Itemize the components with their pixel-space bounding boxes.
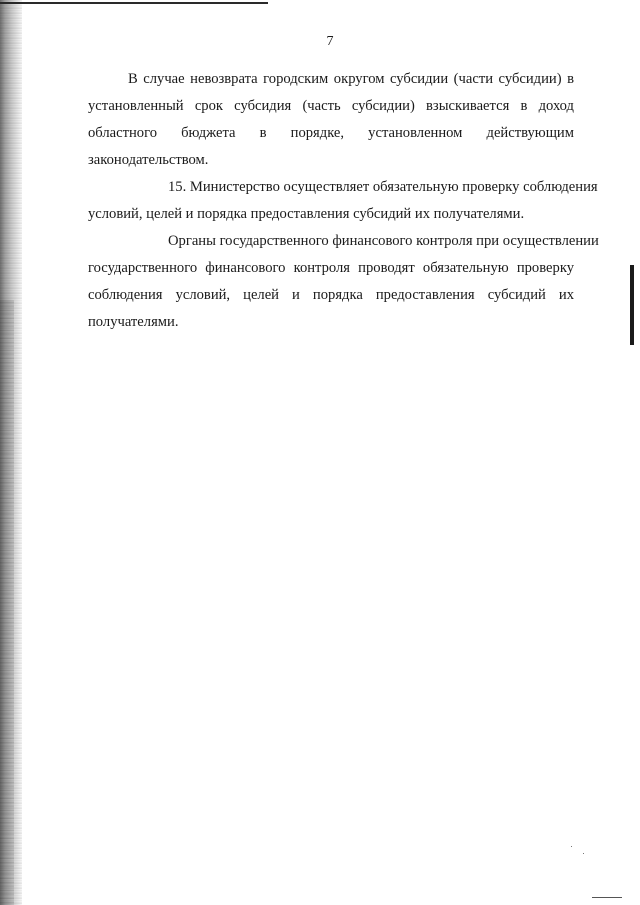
text-line (88, 282, 574, 309)
line-text: законодательством. (88, 152, 209, 168)
paragraph-15-verification (88, 174, 598, 228)
text-line (88, 66, 574, 93)
scan-mark-bottom (592, 897, 622, 898)
page-number: 7 (326, 34, 334, 49)
paragraph-control-bodies (88, 228, 599, 336)
text-line-justified (88, 120, 574, 147)
text-line (88, 309, 574, 336)
text-line (88, 147, 574, 174)
scan-noise-left (0, 300, 14, 905)
word: областного (88, 125, 157, 141)
line-text: Органы государственного финансового контроля при осуществлении (168, 233, 599, 249)
text-line (88, 201, 574, 228)
text-line (88, 174, 598, 201)
word: установленном (368, 125, 463, 141)
line-text: государственного финансового контроля проводят обязательную проверку (88, 260, 574, 276)
document-body (88, 66, 599, 336)
text-line (88, 93, 574, 120)
line-text: получателями. (88, 314, 179, 330)
scan-speck (583, 853, 584, 854)
word: порядке, (290, 125, 345, 141)
line-text: соблюдения условий, целей и порядка предоставления субсидий их (88, 287, 574, 303)
word: бюджета (181, 125, 236, 141)
paragraph-refund (88, 66, 574, 174)
line-text: установленный срок субсидия (часть субсидии) взыскивается в доход (88, 98, 574, 114)
text-line (88, 255, 574, 282)
word: действующим (486, 125, 574, 141)
text-line (88, 228, 599, 255)
scan-speck (571, 846, 572, 847)
line-text: 15. Министерство осуществляет обязательную проверку соблюдения (168, 179, 598, 195)
line-text: В случае невозврата городским округом субсидии (части субсидии) в (128, 71, 574, 87)
scan-mark-right (630, 265, 634, 345)
line-text: условий, целей и порядка предоставления субсидий их получателями. (88, 206, 525, 222)
word: в (259, 125, 267, 141)
scan-line-top (0, 2, 268, 4)
